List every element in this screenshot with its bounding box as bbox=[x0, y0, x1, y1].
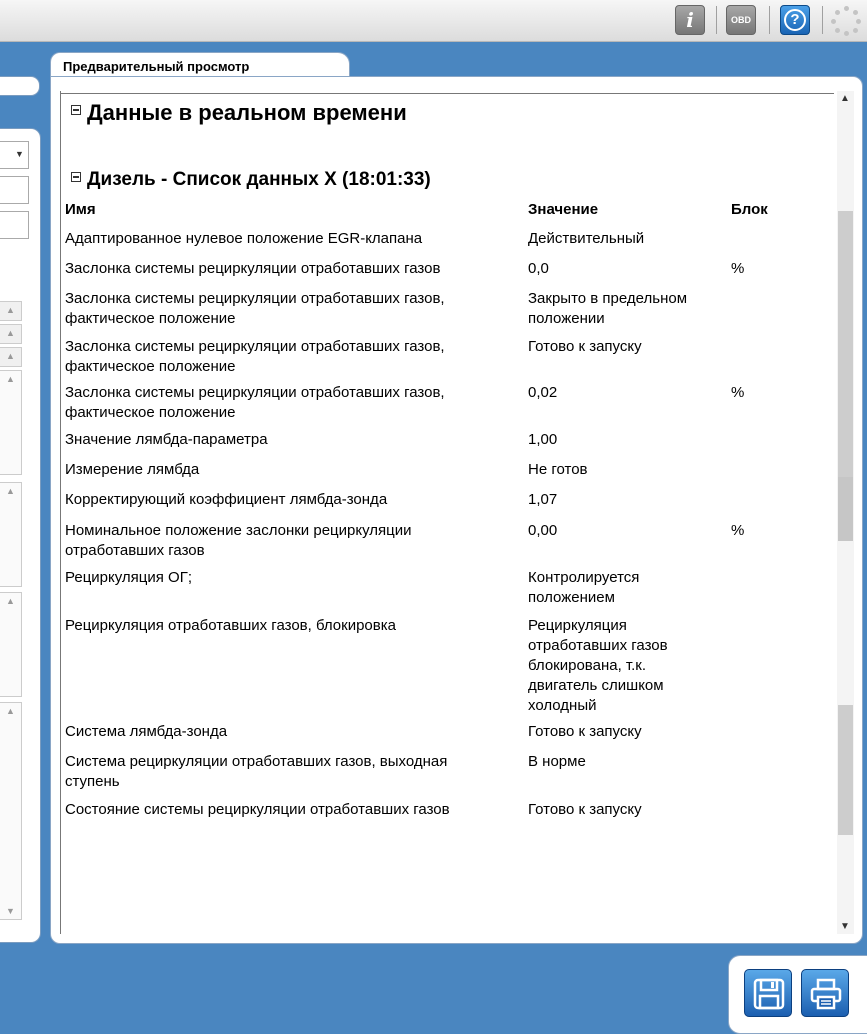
info-icon[interactable]: i bbox=[675, 5, 705, 35]
row-name: Значение лямбда-параметра bbox=[65, 431, 268, 448]
section-title bbox=[71, 169, 431, 191]
row-value: Рециркуляция отработавших газов блокирована, т.к. двигатель слишком холодный bbox=[528, 617, 668, 714]
row-value: Закрыто в предельном положении bbox=[528, 290, 688, 327]
obd-label: OBD bbox=[731, 15, 751, 25]
row-value: Готово к запуску bbox=[528, 801, 642, 818]
left-scroll-up[interactable]: ▲ bbox=[0, 324, 22, 344]
save-icon[interactable] bbox=[744, 969, 792, 1017]
row-name: Состояние системы рециркуляции отработавших газов bbox=[65, 801, 450, 818]
row-unit: % bbox=[731, 384, 745, 401]
left-scroll-up[interactable]: ▲ bbox=[0, 301, 22, 321]
section-title-text: Дизель - Список данных X (18:01:33) bbox=[87, 169, 431, 190]
row-value: Не готов bbox=[528, 461, 588, 478]
print-icon[interactable] bbox=[801, 969, 849, 1017]
row-value: Готово к запуску bbox=[528, 723, 642, 740]
left-list-scrollbar[interactable]: ▲ bbox=[0, 482, 22, 587]
obd-button[interactable] bbox=[726, 5, 756, 35]
left-list-scrollbar[interactable]: ▲ bbox=[0, 592, 22, 697]
divider bbox=[61, 93, 834, 94]
row-name: Рециркуляция отработавших газов, блокировка bbox=[65, 617, 396, 634]
row-name: Система лямбда-зонда bbox=[65, 723, 228, 740]
chevron-down-icon: ▼ bbox=[15, 149, 24, 159]
action-panel bbox=[728, 955, 867, 1034]
left-input-field[interactable] bbox=[0, 176, 29, 204]
report-content bbox=[60, 91, 836, 934]
row-value: 1,00 bbox=[528, 431, 558, 448]
row-value: В норме bbox=[528, 753, 586, 770]
row-name: Номинальное положение заслонки рециркуляции отработавших газов bbox=[65, 522, 412, 559]
toolbar-separator bbox=[822, 6, 823, 34]
left-input-field[interactable] bbox=[0, 211, 29, 239]
loading-spinner-icon bbox=[831, 6, 861, 36]
row-value: Контролируется положением bbox=[528, 569, 640, 606]
vertical-scrollbar[interactable] bbox=[837, 91, 854, 934]
row-unit: % bbox=[731, 260, 745, 277]
scroll-up-arrow-icon[interactable]: ▲ bbox=[840, 93, 850, 104]
row-value: Готово к запуску bbox=[528, 338, 642, 355]
left-dropdown[interactable] bbox=[0, 141, 29, 169]
row-name: Заслонка системы рециркуляции отработавших газов, фактическое положение bbox=[65, 338, 445, 375]
scroll-thumb[interactable] bbox=[838, 705, 853, 835]
row-name: Адаптированное нулевое положение EGR-клапана bbox=[65, 230, 423, 247]
row-name: Заслонка системы рециркуляции отработавших газов, фактическое положение bbox=[65, 290, 445, 327]
column-header-value: Значение bbox=[528, 201, 599, 218]
left-list-scrollbar[interactable]: ▲ bbox=[0, 370, 22, 475]
row-name: Заслонка системы рециркуляции отработавших газов bbox=[65, 260, 441, 277]
tab-preview-label: Предварительный просмотр bbox=[63, 59, 250, 74]
row-value: 0,0 bbox=[528, 260, 549, 277]
help-icon[interactable]: ? bbox=[780, 5, 810, 35]
top-toolbar bbox=[0, 0, 867, 42]
row-name: Заслонка системы рециркуляции отработавших газов, фактическое положение bbox=[65, 384, 445, 421]
row-value: 0,02 bbox=[528, 384, 558, 401]
collapse-icon[interactable] bbox=[71, 172, 81, 182]
row-value: 0,00 bbox=[528, 522, 558, 539]
scroll-thumb[interactable] bbox=[838, 211, 853, 496]
row-name: Система рециркуляции отработавших газов, выходная ступень bbox=[65, 753, 448, 790]
row-name: Измерение лямбда bbox=[65, 461, 200, 478]
report-title bbox=[71, 100, 407, 126]
left-list-scrollbar[interactable]: ▲ ▼ bbox=[0, 702, 22, 920]
toolbar-separator bbox=[716, 6, 717, 34]
row-value: 1,07 bbox=[528, 491, 558, 508]
row-name: Корректирующий коэффициент лямбда-зонда bbox=[65, 491, 388, 508]
row-unit: % bbox=[731, 522, 745, 539]
tab-preview[interactable] bbox=[50, 52, 350, 78]
collapse-icon[interactable] bbox=[71, 105, 81, 115]
report-title-text: Данные в реальном времени bbox=[87, 100, 407, 125]
toolbar-separator bbox=[769, 6, 770, 34]
left-collapsed-bar bbox=[0, 76, 40, 96]
scroll-thumb[interactable] bbox=[838, 477, 853, 541]
row-name: Рециркуляция ОГ; bbox=[65, 569, 192, 586]
scroll-down-arrow-icon[interactable]: ▼ bbox=[840, 921, 850, 932]
row-value: Действительный bbox=[528, 230, 645, 247]
left-scroll-up[interactable]: ▲ bbox=[0, 347, 22, 367]
column-header-name: Имя bbox=[65, 201, 96, 218]
column-header-unit: Блок bbox=[731, 201, 768, 218]
left-panel bbox=[0, 128, 41, 943]
